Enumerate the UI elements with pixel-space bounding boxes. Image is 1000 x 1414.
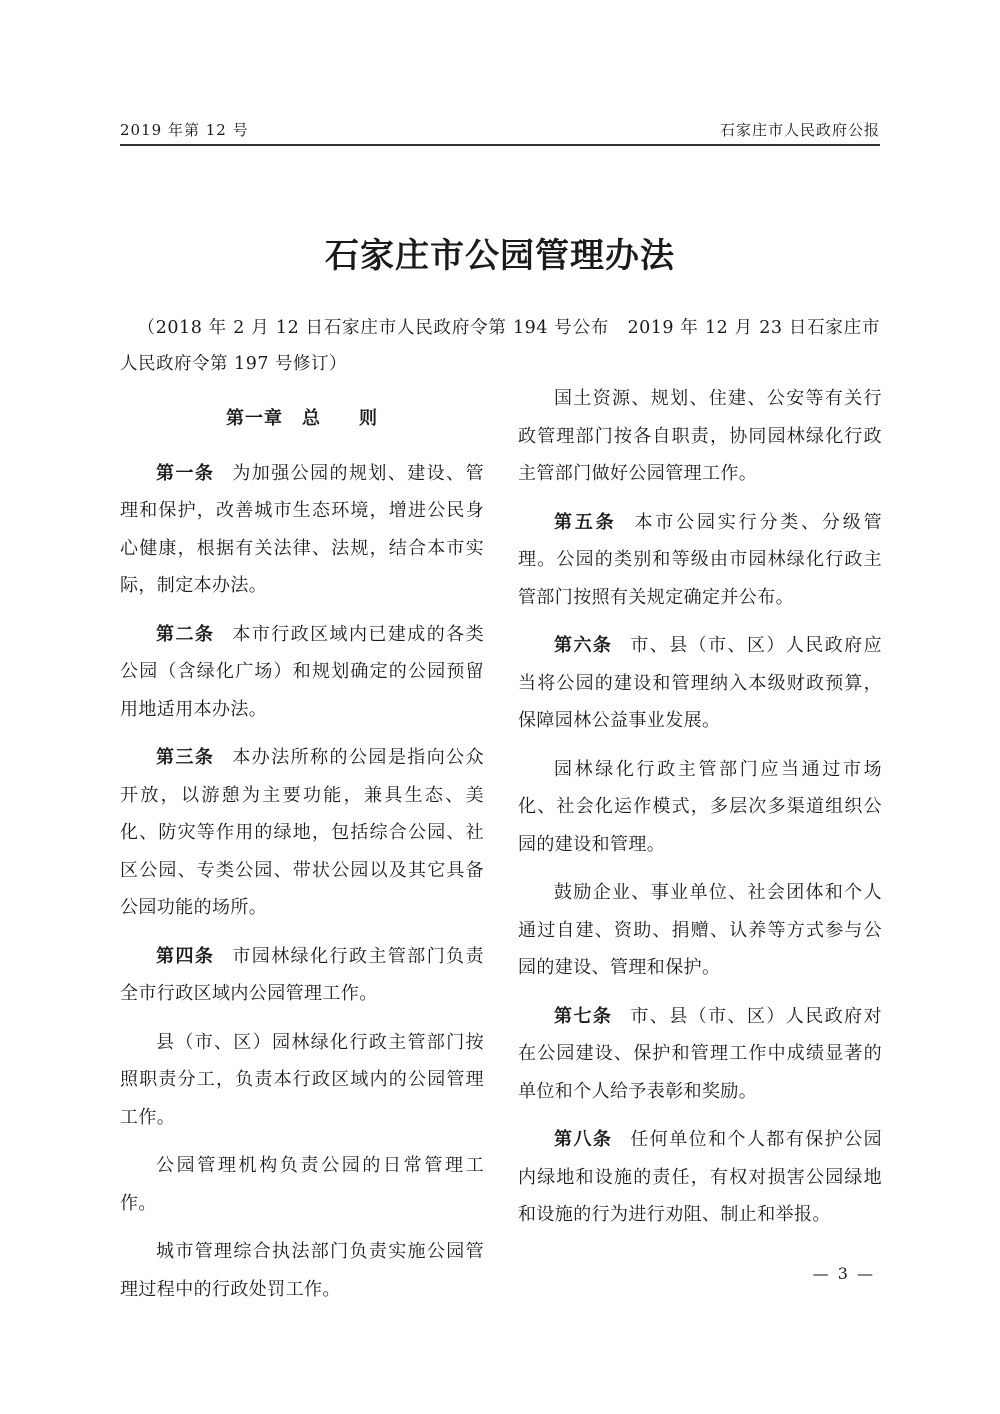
paragraph <box>518 751 882 864</box>
paragraph-text: 园林绿化行政主管部门应当通过市场化、社会化运作模式，多层次多渠道组织公园的建设和管理。 <box>518 758 882 855</box>
page-number: — 3 — <box>812 1264 875 1283</box>
chapter-heading: 第一章 总 则 <box>226 408 378 429</box>
paragraph <box>120 616 484 729</box>
paragraph <box>120 739 484 927</box>
paragraph-text: 任何单位和个人都有保护公园内绿地和设施的责任，有权对损害公园绿地和设施的行为进行劝阻、制止和举报。 <box>518 1129 883 1225</box>
paragraph-text: 市、县（市、区）人民政府应当将公园的建设和管理纳入本级财政预算，保障园林公益事业发展。 <box>518 635 883 731</box>
paragraph-text: 市、县（市、区）人民政府对在公园建设、保护和管理工作中成绩显著的单位和个人给予表彰和奖励。 <box>518 1005 883 1102</box>
paragraph-text: 县（市、区）园林绿化行政主管部门按照职责分工，负责本行政区域内的公园管理工作。 <box>120 1031 484 1128</box>
paragraph-text: 公园管理机构负责公园的日常管理工作。 <box>120 1155 484 1214</box>
paragraph <box>120 938 484 1013</box>
paragraph <box>518 504 882 617</box>
paragraph-text: 国土资源、规划、住建、公安等有关行政管理部门按各自职责，协同园林绿化行政主管部门做好公园管理工作。 <box>518 388 882 484</box>
paragraph <box>120 1024 484 1137</box>
publication-name: 石家庄市人民政府公报 <box>719 121 880 139</box>
article-number: 第五条 <box>554 511 617 533</box>
promulgation-note: （2018 年 2 月 12 日石家庄市人民政府令第 194 号公布 2019 年 12 月 23 日石家庄市人民政府令第 197 号修订） <box>120 318 880 374</box>
paragraph <box>120 1147 484 1222</box>
article-number: 第七条 <box>554 1005 613 1027</box>
paragraph <box>518 998 882 1111</box>
paragraph-text: 本市行政区域内已建成的各类公园（含绿化广场）和规划确定的公园预留用地适用本办法。 <box>120 623 485 720</box>
paragraph <box>518 380 882 493</box>
issue-number: 2019 年第 12 号 <box>120 121 249 139</box>
paragraph-text: 城市管理综合执法部门负责实施公园管理过程中的行政处罚工作。 <box>120 1241 484 1300</box>
article-number: 第三条 <box>156 747 215 768</box>
article-number: 第二条 <box>156 623 215 645</box>
article-number: 第六条 <box>554 635 613 656</box>
left-column <box>120 380 484 1319</box>
paragraph-text: 为加强公园的规划、建设、管理和保护，改善城市生态环境，增进公民身心健康，根据有关法律、法规，结合本市实际，制定本办法。 <box>120 462 485 596</box>
paragraph <box>518 1121 882 1234</box>
paragraph-text: 鼓励企业、事业单位、社会团体和个人通过自建、资助、捐赠、认养等方式参与公园的建设、管理和保护。 <box>518 882 882 978</box>
paragraph <box>120 455 484 605</box>
document-title: 石家庄市公园管理办法 <box>325 236 675 276</box>
right-column <box>518 380 882 1245</box>
paragraph <box>120 1233 484 1308</box>
paragraph-text: 市园林绿化行政主管部门负责全市行政区域内公园管理工作。 <box>120 945 485 1004</box>
paragraph <box>518 627 882 740</box>
article-number: 第一条 <box>156 462 215 484</box>
article-number: 第四条 <box>156 945 215 967</box>
paragraph-text: 本办法所称的公园是指向公众开放，以游憩为主要功能，兼具生态、美化、防灾等作用的绿地，包括综合公园、社区公园、专类公园、带状公园以及其它具备公园功能的场所。 <box>120 747 485 918</box>
page-header <box>120 112 880 146</box>
article-number: 第八条 <box>554 1129 613 1150</box>
paragraph <box>518 874 882 987</box>
paragraph-text: 本市公园实行分类、分级管理。公园的类别和等级由市园林绿化行政主管部门按照有关规定确定并公布。 <box>518 511 882 608</box>
